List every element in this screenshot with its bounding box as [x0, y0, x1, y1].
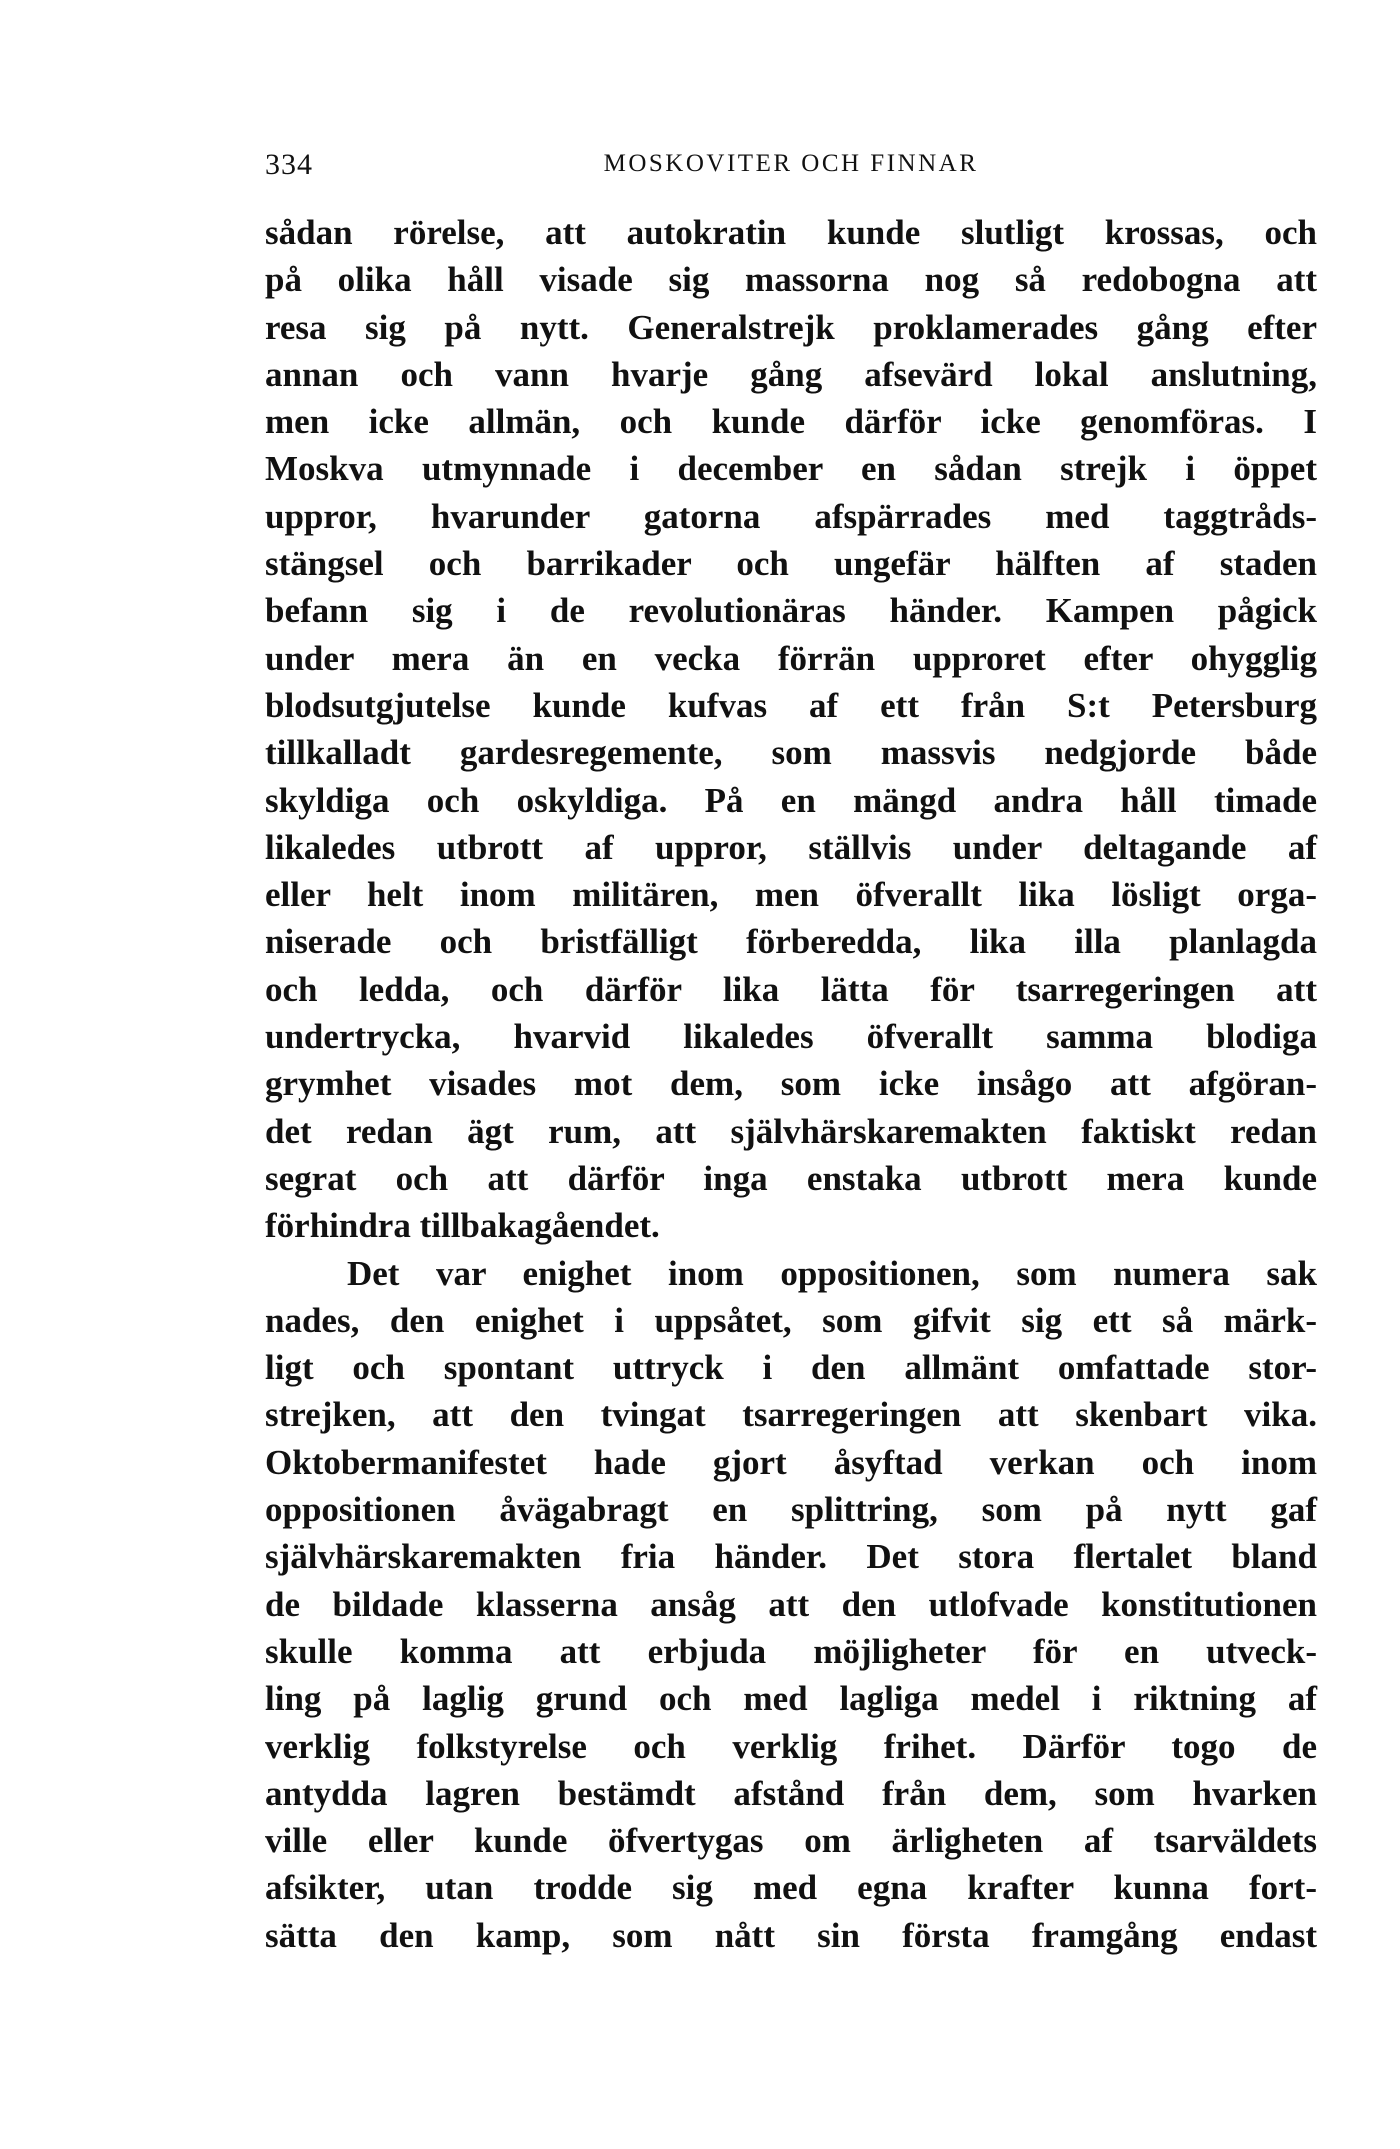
- text-line: skulle komma att erbjuda möjligheter för en utveck-: [265, 1631, 1317, 1671]
- text-line: befann sig i de revolutionäras händer. Kampen pågick: [265, 591, 1317, 631]
- text-line: eller helt inom militären, men öfverallt lika lösligt orga-: [265, 875, 1317, 915]
- text-line: nades, den enighet i uppsåtet, som gifvit sig ett så märk-: [265, 1300, 1317, 1340]
- text-line: strejken, att den tvingat tsarregeringen att skenbart vika.: [265, 1395, 1317, 1435]
- text-line: och ledda, och därför lika lätta för tsarregeringen att: [265, 969, 1317, 1009]
- text-line: sätta den kamp, som nått sin första framgång endast: [265, 1915, 1317, 1955]
- text-line: förhindra tillbakagåendet.: [265, 1206, 660, 1246]
- text-line: tillkalladt gardesregemente, som massvis nedgjorde både: [265, 733, 1317, 773]
- text-line: undertrycka, hvarvid likaledes öfverallt samma blodiga: [265, 1017, 1317, 1057]
- text-line: afsikter, utan trodde sig med egna krafter kunna fort-: [265, 1868, 1317, 1908]
- text-line: sådan rörelse, att autokratin kunde slutligt krossas, och: [265, 213, 1317, 252]
- page-number: 334: [265, 148, 313, 181]
- text-line: Det var enighet inom oppositionen, som numera sak: [347, 1253, 1317, 1293]
- text-line: Moskva utmynnade i december en sådan strejk i öppet: [265, 449, 1317, 489]
- text-line: resa sig på nytt. Generalstrejk proklamerades gång efter: [265, 307, 1317, 347]
- running-title: MOSKOVITER OCH FINNAR: [603, 150, 979, 177]
- paragraph: [265, 1250, 1317, 1959]
- text-line: stängsel och barrikader och ungefär hälften af staden: [265, 544, 1317, 584]
- text-line: ligt och spontant uttryck i den allmänt omfattade stor-: [265, 1348, 1317, 1388]
- text-line: under mera än en vecka förrän upproret efter ohygglig: [265, 638, 1317, 678]
- text-line: det redan ägt rum, att självhärskaremakten faktiskt redan: [265, 1111, 1317, 1151]
- text-line: de bildade klasserna ansåg att den utlofvade konstitutionen: [265, 1584, 1317, 1624]
- text-line: grymhet visades mot dem, som icke insågo att afgöran-: [265, 1064, 1317, 1104]
- text-line: annan och vann hvarje gång afsevärd lokal anslutning,: [265, 354, 1317, 394]
- text-line: uppror, hvarunder gatorna afspärrades med taggtråds-: [265, 496, 1317, 536]
- text-line: Oktobermanifestet hade gjort åsyftad verkan och inom: [265, 1442, 1317, 1482]
- text-line: ville eller kunde öfvertygas om ärligheten af tsarväldets: [265, 1821, 1317, 1861]
- body-text: [265, 209, 1317, 1959]
- text-line: niserade och bristfälligt förberedda, lika illa planlagda: [265, 922, 1317, 962]
- text-line: men icke allmän, och kunde därför icke genomföras. I: [265, 402, 1317, 442]
- paragraph: [265, 209, 1317, 1250]
- text-line: blodsutgjutelse kunde kufvas af ett från S:t Petersburg: [265, 685, 1317, 725]
- text-line: verklig folkstyrelse och verklig frihet. Därför togo de: [265, 1726, 1317, 1766]
- text-line: segrat och att därför inga enstaka utbrott mera kunde: [265, 1158, 1317, 1198]
- page-header: [265, 148, 1317, 188]
- text-line: på olika håll visade sig massorna nog så redobogna att: [265, 260, 1317, 300]
- text-line: likaledes utbrott af uppror, ställvis under deltagande af: [265, 827, 1317, 867]
- text-line: oppositionen åvägabragt en splittring, som på nytt gaf: [265, 1490, 1317, 1530]
- text-line: självhärskaremakten fria händer. Det stora flertalet bland: [265, 1537, 1317, 1577]
- text-line: skyldiga och oskyldiga. På en mängd andra håll timade: [265, 780, 1317, 820]
- text-line: antydda lagren bestämdt afstånd från dem, som hvarken: [265, 1773, 1317, 1813]
- text-line: ling på laglig grund och med lagliga medel i riktning af: [265, 1679, 1317, 1719]
